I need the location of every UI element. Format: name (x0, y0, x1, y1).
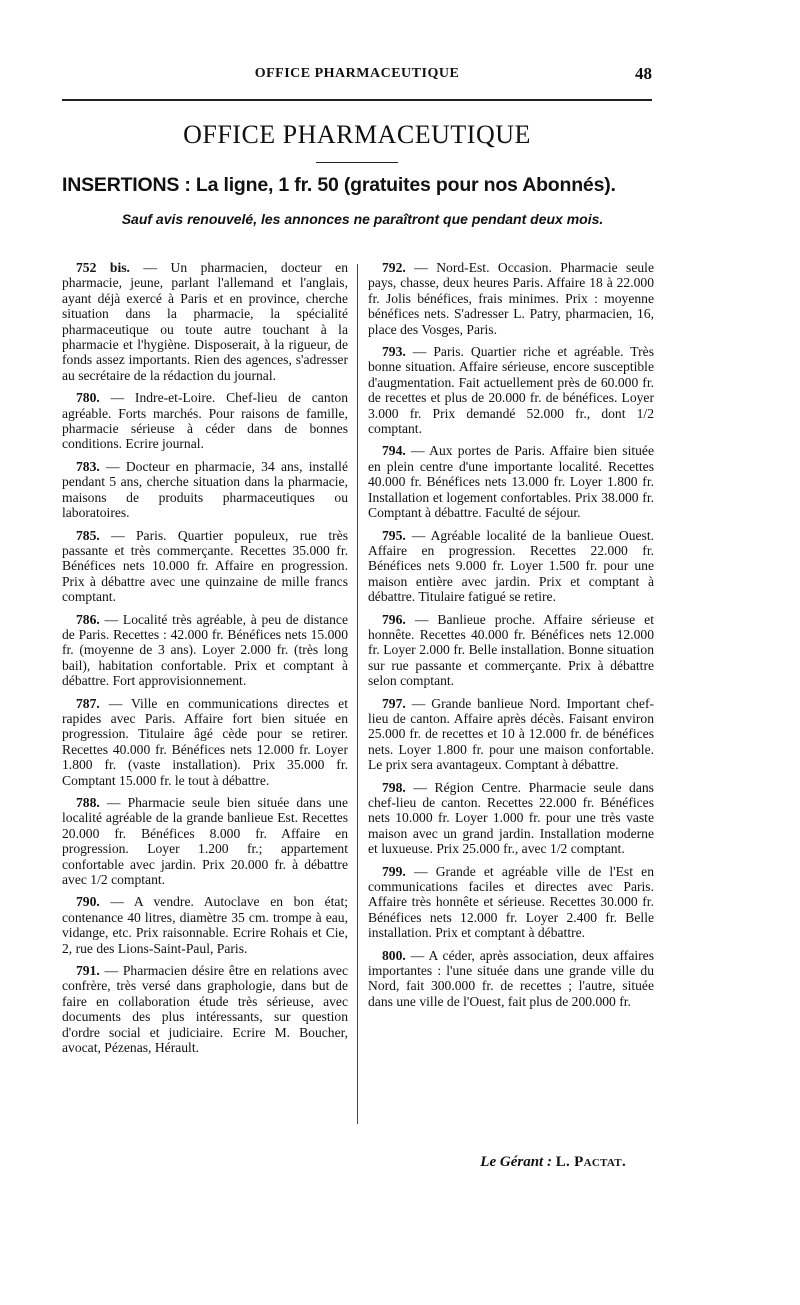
header-rule (62, 99, 652, 101)
ad-number: 795. (382, 527, 406, 543)
ad-text: — Un pharmacien, docteur en pharmacie, jeune, parlant l'allemand et l'anglais, ayant déjà exercé à Paris et en province, cherche situation dans la pharmacie, la spécialité pharmaceutique ou toute autre touchant à la pharmacie et l'hygiène. Disposerait, à la rigueur, de fonds assez importants. Rien des agences, s'adresser au secrétaire de la rédaction du journal. (62, 260, 348, 383)
ad-text: — Grande et agréable ville de l'Est en communications faciles et directes avec Paris. Affaire très honnête et sérieuse. Recettes 30.000 fr. Bénéfices nets 12.000 fr. Loyer 2.400 fr. Belle installation. Prix et comptant à débattre. (368, 863, 654, 941)
ad-number: 791. (76, 963, 100, 979)
ad-text: — Paris. Quartier riche et agréable. Très bonne situation. Affaire sérieuse, encore susceptible d'augmentation. Fait actuellement près de 60.000 fr. de recettes et plus de 20.000 fr. de bénéfices. Loyer 3.000 fr. Prix demandé 52.000 fr., dont 1/2 comptant. (368, 344, 654, 437)
classified-ad (62, 696, 348, 788)
ad-text: — Localité très agréable, à peu de distance de Paris. Recettes : 42.000 fr. Bénéfices nets 15.000 fr. (moyenne de 3 ans). Loyer 2.000 fr. (très long bail), habitation confortable. Prix et comptant à débattre. Fort approvisionnement. (62, 611, 348, 689)
classified-ad (368, 948, 654, 1010)
ad-text: — Agréable localité de la banlieue Ouest. Affaire en progression. Recettes 22.000 fr. Bénéfices nets 9.000 fr. Loyer 1.500 fr. pour une maison entière avec jardin. Prix et comptant à débattre. Titulaire fatigué se retire. (368, 527, 654, 605)
ad-number: 792. (382, 260, 406, 275)
running-header (62, 66, 652, 90)
ad-number: 752 bis. (76, 260, 130, 275)
manager-signature (480, 1154, 626, 1171)
column-divider (357, 264, 358, 1124)
classified-ad (368, 443, 654, 520)
ad-number: 796. (382, 611, 406, 627)
ad-text: — Ville en communications directes et rapides avec Paris. Affaire fort bien située en progression. Titulaire âgé cède pour se retirer. Recettes 40.000 fr. Bénéfices nets 12.000 fr. Loyer 1.800 fr. (vaste installation). Prix 35.000 fr. Comptant 15.000 fr. le tout à débattre. (62, 695, 348, 788)
ad-text: — Paris. Quartier populeux, rue très passante et très commerçante. Recettes 35.000 fr. Bénéfices nets 10.000 fr. Affaire en progression. Prix à débattre avec une quinzaine de mille francs comptant. (62, 527, 348, 605)
classified-ad (368, 260, 654, 337)
page-number: 48 (635, 64, 652, 83)
ad-text: — A vendre. Autoclave en bon état; contenance 40 litres, diamètre 35 cm. trompe à eau, vidange, etc. Prix raisonnable. Ecrire Rohais et Cie, 2, rue des Lions-Saint-Paul, Paris. (62, 894, 348, 956)
ad-number: 783. (76, 458, 100, 474)
ad-text: — Aux portes de Paris. Affaire bien située en plein centre d'une importante localité. Recettes 40.000 fr. Bénéfices nets 13.000 fr. Loyer 1.800 fr. Installation et logement confortables. Prix 38.000 fr. Comptant à débattre. Faculté de séjour. (368, 443, 654, 521)
classified-ad (62, 528, 348, 605)
ad-text: — Pharmacien désire être en relations avec confrère, très versé dans graphologie, dans but de faire en collaboration étude très sérieuse, avec documents des plus intéressants, sur question d'ordre social et judiciaire. Ecrire M. Boucher, avocat, Pézenas, Hérault. (62, 963, 349, 1056)
classified-ad (62, 612, 348, 689)
classified-ad (62, 894, 348, 956)
renewal-notice: Sauf avis renouvelé, les annonces ne paraîtront que pendant deux mois. (121, 211, 604, 227)
ad-number: 785. (76, 527, 100, 543)
ad-number: 798. (382, 779, 406, 795)
classified-ad (368, 780, 654, 857)
ad-text: — Indre-et-Loire. Chef-lieu de canton agréable. Forts marchés. Pour raisons de famille, pharmacie sérieuse à céder dans de bonnes conditions. Ecrire journal. (62, 390, 348, 452)
classified-ad (62, 390, 348, 452)
ad-number: 797. (382, 695, 406, 711)
classified-ad (62, 459, 348, 521)
ad-number: 787. (76, 695, 100, 711)
ad-text: — Grande banlieue Nord. Important chef-lieu de canton. Affaire après décès. Faisant environ 25.000 fr. de recettes et 10 à 12.000 fr. de bénéfices nets. Loyer 1.800 fr. pour une maison confortable. Le prix sera avantageux. Comptant à débattre. (368, 695, 654, 773)
classified-ad (368, 612, 654, 689)
ad-text: — Docteur en pharmacie, 34 ans, installé pendant 5 ans, cherche situation dans la pharmacie, maisons de produits pharmaceutiques ou laboratoires. (62, 458, 348, 521)
classified-ad (62, 963, 348, 1055)
ad-text: — Nord-Est. Occasion. Pharmacie seule pays, chasse, deux heures Paris. Affaire 18 à 22.000 fr. Jolis bénéfices, frais minimes. Prix : moyenne bénéfices nets. S'adresser L. Patry, pharmacien, 16, place des Vosges, Paris. (368, 260, 654, 337)
ad-text: — Pharmacie seule bien située dans une localité agréable de la grande banlieue Est. Recettes 20.000 fr. Bénéfices 8.000 fr. Affaire en progression. Loyer 1.200 fr.; appartement confortable avec jardin. Prix 20.000 fr. à débattre avec 1/2 comptant. (62, 795, 348, 888)
signature-label: Le Gérant : (480, 1154, 552, 1170)
ad-number: 790. (76, 894, 100, 910)
ad-number: 793. (382, 344, 406, 360)
running-title: OFFICE PHARMACEUTIQUE (254, 66, 460, 81)
title-rule (316, 162, 398, 163)
ad-text: — A céder, après association, deux affaires importantes : l'une située dans une grande ville du Nord, fait 300.000 fr. de recettes ; l'autre, située dans une ville de l'Ouest, fait plus de 200.000 fr. (368, 947, 654, 1009)
ad-text: — Banlieue proche. Affaire sérieuse et honnête. Recettes 40.000 fr. Bénéfices nets 12.000 fr. Loyer 2.000 fr. Belle installation. Bonne situation sur rue passante et commerçante. Prix à débattre selon comptant. (368, 611, 654, 689)
classified-ad (368, 696, 654, 773)
classified-ad (62, 795, 348, 887)
signature-name: L. Pactat. (555, 1154, 626, 1170)
ads-column-right (368, 260, 654, 1016)
page-title: OFFICE PHARMACEUTIQUE (183, 120, 531, 149)
ad-number: 794. (382, 443, 406, 459)
classified-ad (368, 344, 654, 436)
ad-number: 788. (76, 795, 100, 810)
ad-number: 780. (76, 390, 100, 406)
ad-text: — Région Centre. Pharmacie seule dans chef-lieu de canton. Recettes 22.000 fr. Bénéfices nets 10.000 fr. Loyer 1.000 fr. pour une très vaste maison avec un grand jardin. Installation moderne et luxueuse. Prix 25.000 fr., avec 1/2 comptant. (368, 779, 654, 857)
ad-number: 786. (76, 611, 100, 627)
ads-column-left (62, 260, 348, 1063)
classified-ad (368, 528, 654, 605)
ad-number: 799. (382, 863, 406, 879)
ad-number: 800. (382, 947, 406, 963)
insertion-rates: INSERTIONS : La ligne, 1 fr. 50 (gratuites pour nos Abonnés). (62, 174, 616, 196)
classified-ad (62, 260, 348, 383)
classified-ad (368, 864, 654, 941)
